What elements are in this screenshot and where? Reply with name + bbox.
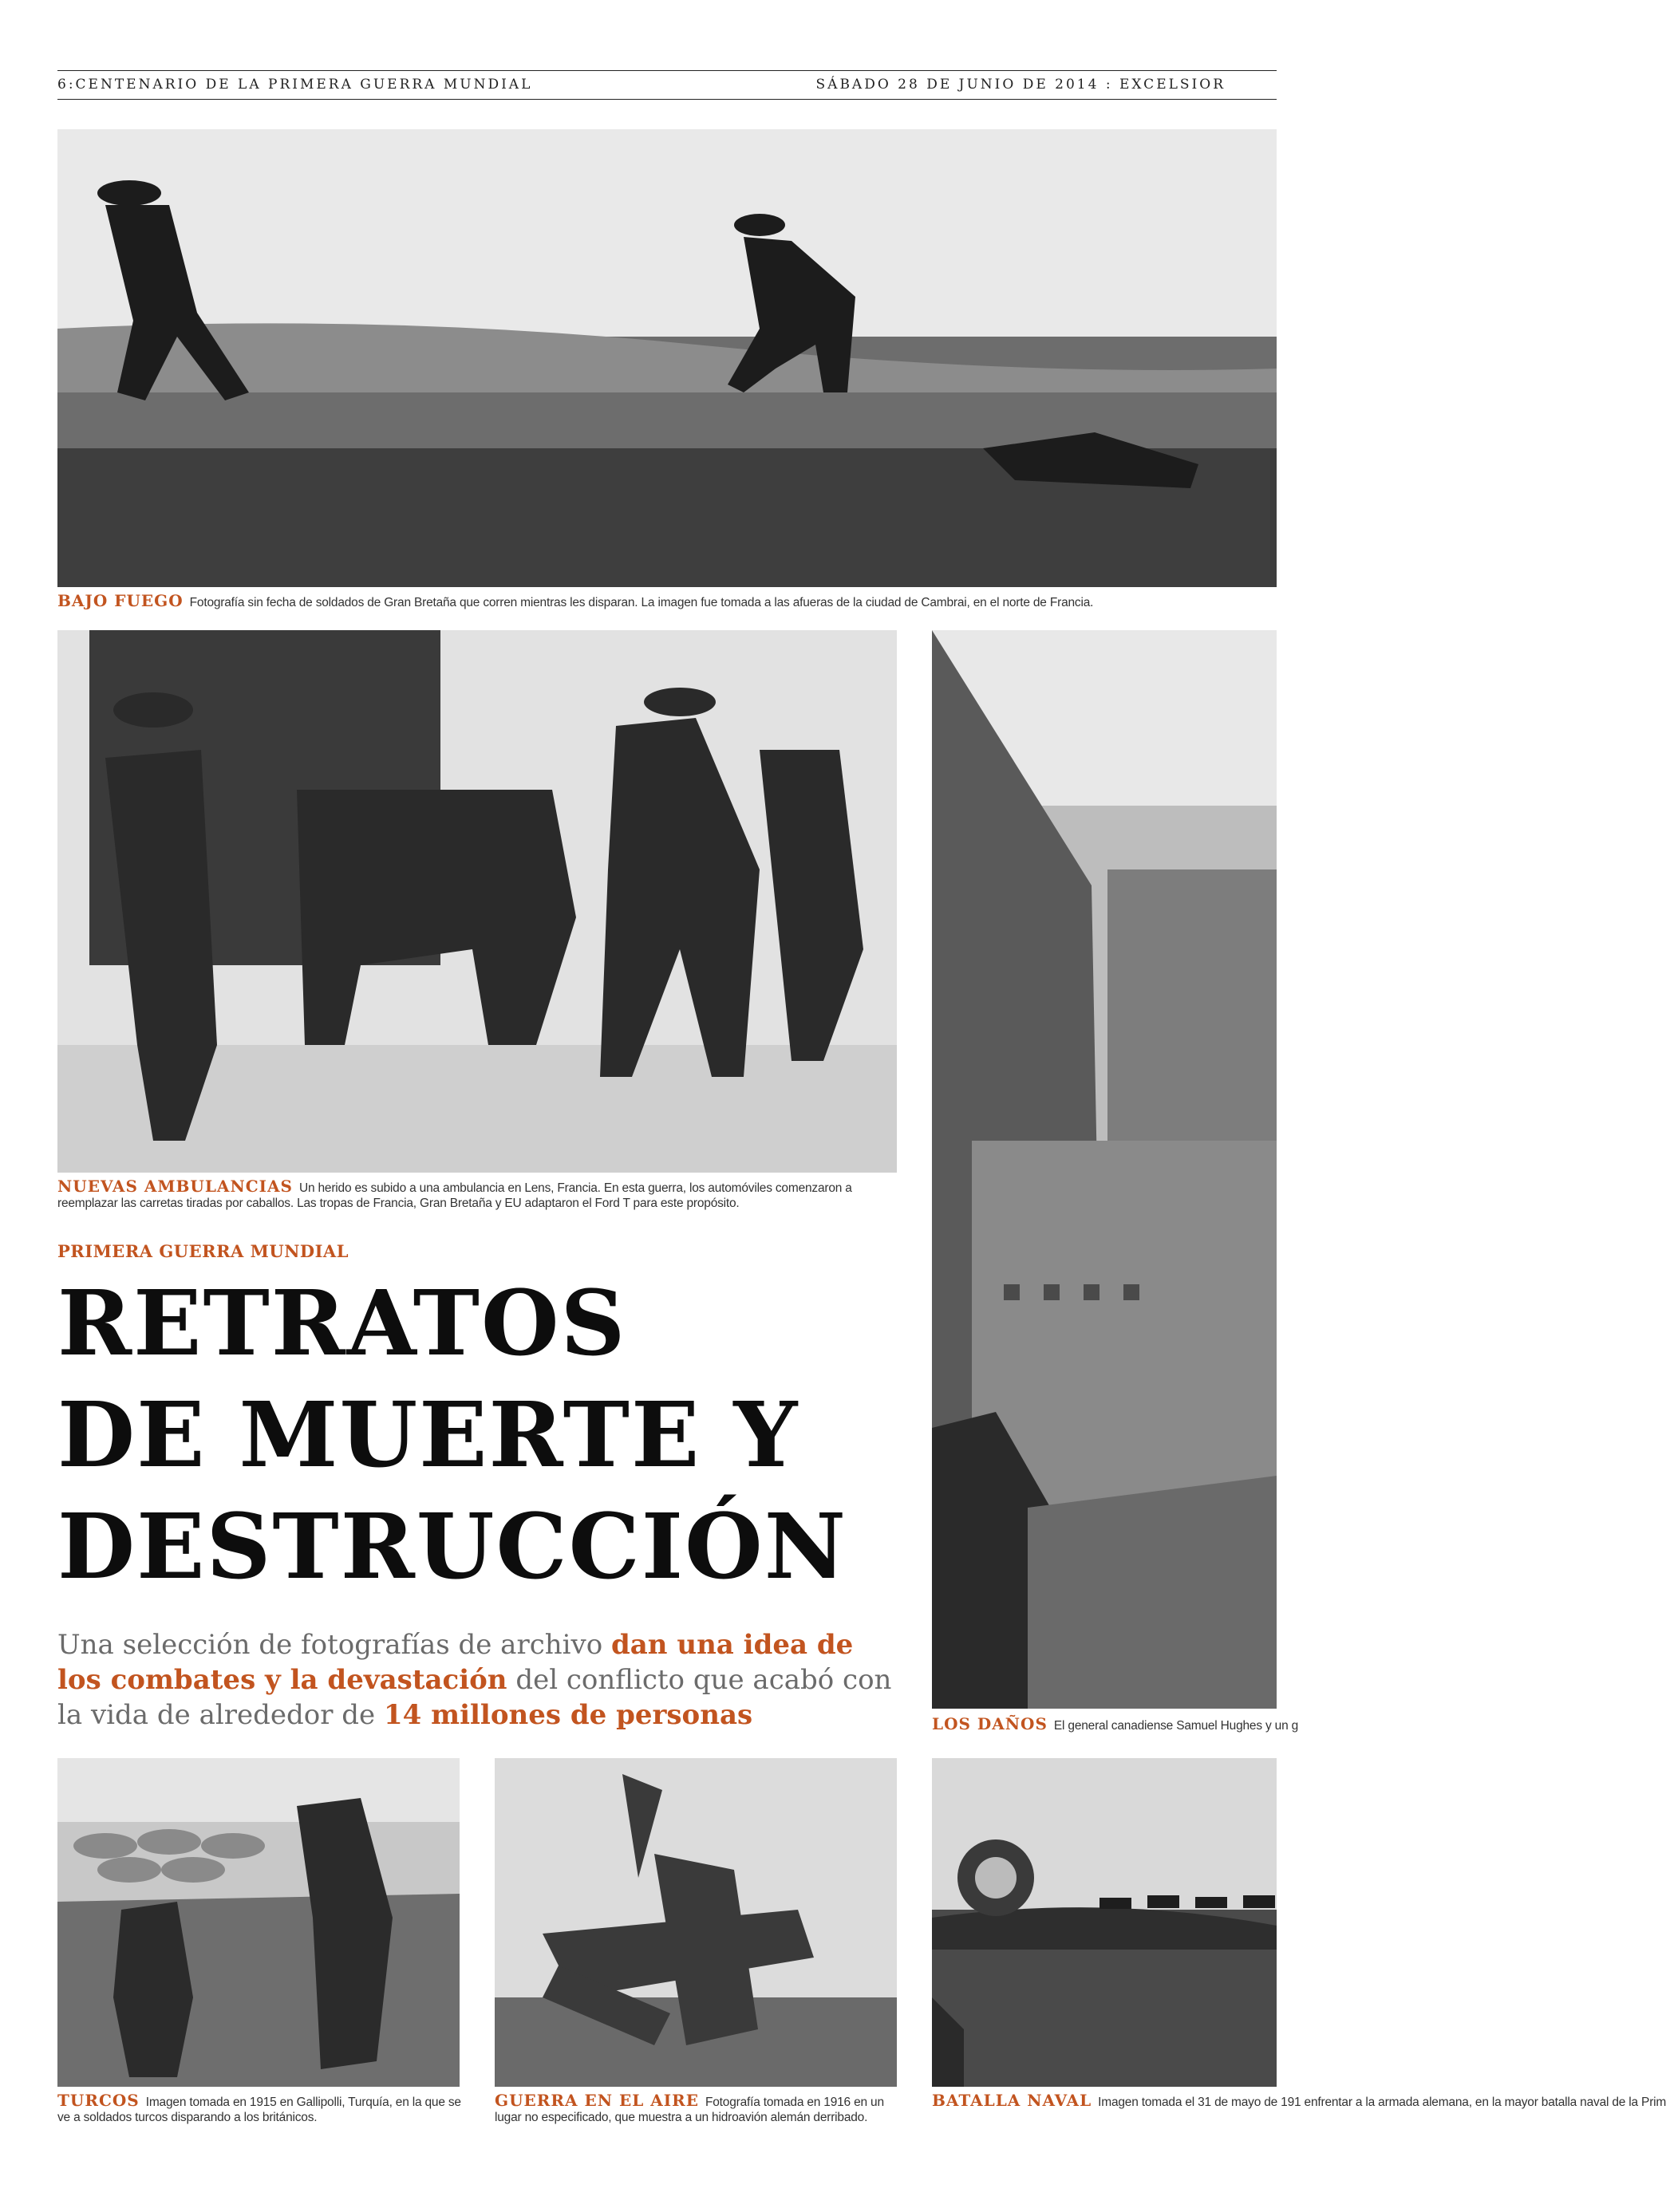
caption-bajo-fuego: [57, 593, 1270, 610]
headline-line: DESTRUCCIÓN: [57, 1495, 848, 1599]
caption-text: Fotografía sin fecha de soldados de Gran Bretaña que corren mientras les disparan. La imagen fue tomada a las afueras de la ciudad de Cambrai, en el norte de Francia.: [189, 596, 1094, 609]
photo-turcos: [57, 1758, 460, 2087]
caption-title: BAJO FUEGO: [57, 591, 184, 610]
date-publication: SÁBADO 28 DE JUNIO DE 2014 : EXCELSIOR: [815, 77, 1226, 93]
caption-turcos: [57, 2093, 464, 2125]
photo-guerra-en-el-aire: [495, 1758, 897, 2087]
caption-title: TURCOS: [57, 2091, 140, 2110]
article-deck: [57, 1627, 903, 1733]
section-title: 6:CENTENARIO DE LA PRIMERA GUERRA MUNDIAL: [57, 77, 533, 93]
deck-highlight: dan una idea de los combates y la devastación: [57, 1629, 854, 1696]
headline-line: DE MUERTE Y: [57, 1383, 799, 1488]
deck-text: Una selección de fotografías de archivo: [57, 1629, 611, 1661]
caption-title: LOS DAÑOS: [932, 1714, 1048, 1733]
header-bottom-rule: [57, 99, 1277, 100]
caption-text: El general canadiense Samuel Hughes y un g: [1053, 1719, 1299, 1733]
caption-text: Imagen tomada el 31 de mayo de 191 enfrentar a la armada alemana, en la mayor batalla naval de la Prim: [1098, 2096, 1666, 2109]
photo-los-danos: [932, 630, 1277, 1709]
caption-text: Fotografía tomada en 1916 en un lugar no especificado, que muestra a un hidroavión alemán derribado.: [495, 2096, 884, 2124]
header-top-rule: [57, 70, 1277, 71]
caption-text: Imagen tomada en 1915 en Gallipolli, Turquía, en la que se ve a soldados turcos disparando a los británicos.: [57, 2096, 461, 2124]
photo-batalla-naval: [932, 1758, 1277, 2087]
caption-guerra-en-el-aire: [495, 2093, 902, 2125]
headline-line: RETRATOS: [57, 1272, 627, 1376]
caption-ambulancias: [57, 1179, 903, 1211]
caption-title: GUERRA EN EL AIRE: [495, 2091, 699, 2110]
caption-text: Un herido es subido a una ambulancia en Lens, Francia. En esta guerra, los automóviles comenzaron a reemplazar las carretas tiradas por caballos. Las tropas de Francia, Gran Bretaña y EU adaptaron el Ford T para este propósito.: [57, 1181, 852, 1210]
caption-batalla-naval: [932, 2091, 1666, 2110]
deck-highlight: 14 millones de personas: [383, 1699, 753, 1731]
photo-ambulancias: [57, 630, 897, 1173]
deck-text: del conflicto que acabó con la vida de alrededor de: [57, 1664, 892, 1731]
article-headline: [57, 1268, 919, 1603]
photo-bajo-fuego: [57, 129, 1277, 587]
article-kicker: PRIMERA GUERRA MUNDIAL: [57, 1241, 349, 1261]
caption-title: BATALLA NAVAL: [932, 2091, 1092, 2110]
caption-title: NUEVAS AMBULANCIAS: [57, 1177, 293, 1196]
caption-los-danos: [932, 1714, 1299, 1733]
